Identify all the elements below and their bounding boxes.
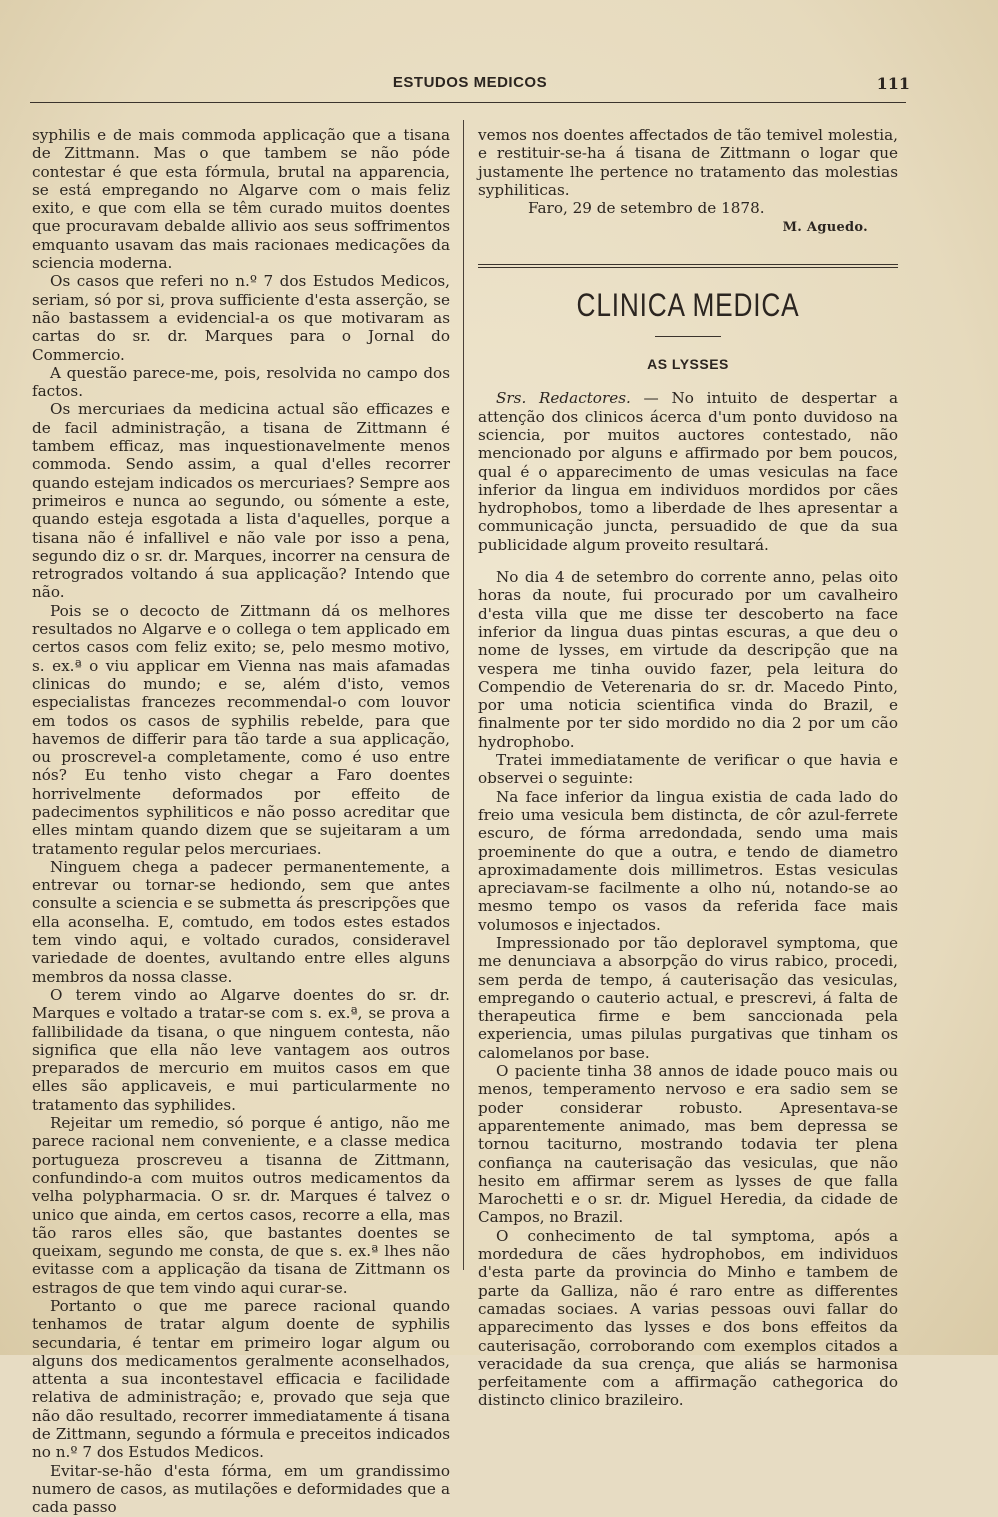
running-title: ESTUDOS MEDICOS [392, 74, 548, 91]
section-divider [478, 264, 898, 268]
paragraph: Tratei immediatamente de verificar o que havia e observei o seguinte: [478, 751, 898, 788]
title-rule [655, 336, 721, 337]
paragraph-text: — No intuito de despertar a attenção dos clinicos ácerca d'um ponto duvidoso na sciencia, por muitos auctores contestado, não mencionado por alguns e affirmado por bem poucos, qual é o apparecimento de umas vesiculas na face inferior da lingua em individuos mordidos por cães hydrophobos, tomo a liberdade de lhes apresentar a communicação juncta, persuadido de que da sua publicidade algum proveito resultará. [478, 389, 899, 554]
paragraph: Na face inferior da lingua existia de cada lado do freio uma vesicula bem distincta, de côr azul-ferrete escuro, de fórma arredondada, sendo uma mais proeminente do que a outra, e tendo de diametro aproximadamente dois millimetros. Estas vesiculas apreciavam-se facilmente a olho nú, notando-se ao mesmo tempo os vasos da referida face mais volumosos e injectados. [478, 787, 898, 934]
left-column [32, 126, 450, 1517]
column-divider [463, 120, 464, 1270]
author-signature: M. Aguedo. [782, 220, 868, 236]
paragraph: O paciente tinha 38 annos de idade pouco mais ou menos, temperamento nervoso e era sadio sem se poder considerar robusto. Apresentava-se apparentemente animado, mas bem depressa se tornou taciturno, mostrando todavia ter plena confiança na cauterisação das vesiculas, que não hesito em affirmar serem as lysses de que falla Marochetti e o sr. dr. Miguel Heredia, da cidade de Campos, no Brazil. [478, 1062, 898, 1227]
place-date: Faro, 29 de setembro de 1878. [528, 199, 765, 218]
article-subtitle: AS LYSSES [647, 356, 729, 373]
paragraph: Os mercuriaes da medicina actual são efficazes e de facil administração, a tisana de Zittmann é tambem efficaz, mas inquestionavelmente menos commoda. Sendo assim, a qual d'elles recorrer quando estejam indicados os mercuriaes? Sempre aos primeiros e nunca ao segundo, ou sómente a este, quando esteja esgotada a lista d'aquelles, porque a tisana não é infallivel e não vale por isso a pena, segundo diz o sr. dr. Marques, incorrer na censura de retrogrados voltando á sua applicação? Intendo que não. [32, 400, 450, 602]
paragraph: No dia 4 de setembro do corrente anno, pelas oito horas da noute, fui procurado por um cavalheiro d'esta villa que me disse ter descoberto na face inferior da lingua duas pintas escuras, a que deu o nome de lysses, em virtude da descripção que na vespera me tinha ouvido fazer, pela leitura do Compendio de Veterenaria do sr. dr. Macedo Pinto, por uma noticia scientifica vinda do Brazil, e finalmente por ter sido mordido no dia 2 por um cão hydrophobo. [478, 568, 898, 751]
section-title: CLINICA MEDICA [576, 286, 800, 323]
paragraph: A questão parece-me, pois, resolvida no campo dos factos. [32, 363, 450, 401]
paragraph: Portanto o que me parece racional quando tenhamos de tratar algum doente de syphilis secundaria, é tentar em primeiro logar algum ou alguns dos medicamentos geralmente aconselhados, attenta a sua incontestavel efficacia e facilidade relativa de administração; e, provado que seja que não dão resultado, recorrer immediatamente á tisana de Zittmann, segundo a fórmula e preceitos indicados no n.º 7 dos Estudos Medicos. [32, 1297, 450, 1462]
salutation: Srs. Redactores. [496, 389, 631, 408]
header-rule [30, 102, 906, 103]
paragraph: Os casos que referi no n.º 7 dos Estudos Medicos, seriam, só por si, prova sufficiente d'esta asserção, se não bastassem a evidencial-a os que motivaram as cartas do sr. dr. Marques para o Jornal do Commercio. [32, 272, 450, 364]
paragraph: Evitar-se-hão d'esta fórma, em um grandissimo numero de casos, as mutilações e deformidades que a cada passo [32, 1461, 450, 1517]
running-header [30, 74, 910, 98]
paragraph: Pois se o decocto de Zittmann dá os melhores resultados no Algarve e o collega o tem applicado em certos casos com feliz exito; se, pelo mesmo motivo, s. ex.ª o viu applicar em Vienna nas mais afamadas clinicas do mundo; e se, além d'isto, vemos especialistas francezes recommendal-o com louvor em todos os casos de syphilis rebelde, para que havemos de differir para tão tarde a sua applicação, ou proscrevel-a completamente, como é uso entre nós? Eu tenho visto chegar a Faro doentes horrivelmente deformados por effeito de padecimentos syphiliticos e não posso acreditar que elles mintam quando dizem que se sujeitaram a um tratamento regular pelos mercuriaes. [32, 601, 450, 858]
paragraph [478, 389, 898, 554]
paragraph: Impressionado por tão deploravel symptoma, que me denunciava a absorpção do virus rabico, procedi, sem perda de tempo, á cauterisação das vesiculas, empregando o cauterio actual, e prescrevi, á falta de therapeutica firme e bem sanccionada pela experiencia, umas pilulas purgativas que tinham os calomelanos por base. [478, 933, 898, 1062]
paragraph: Ninguem chega a padecer permanentemente, a entrevar ou tornar-se hediondo, sem que antes consulte a sciencia e se submetta ás prescripções que ella aconselha. E, comtudo, em todos estes estados tem vindo aqui, e voltado curados, consideravel variedade de doentes, avultando entre elles alguns membros da nossa classe. [32, 857, 450, 986]
right-column [478, 126, 898, 1410]
paragraph: vemos nos doentes affectados de tão temivel molestia, e restituir-se-ha á tisana de Zittmann o logar que justamente lhe pertence no tratamento das molestias syphiliticas. [478, 126, 898, 199]
paragraph: O terem vindo ao Algarve doentes do sr. dr. Marques e voltado a tratar-se com s. ex.ª, se prova a fallibilidade da tisana, o que ninguem contesta, não significa que ella não leve vantagem aos outros preparados de mercurio em muitos casos em que elles são applicaveis, e mui particularmente no tratamento das syphilides. [32, 985, 450, 1114]
page-number: 111 [876, 74, 910, 93]
paragraph: O conhecimento de tal symptoma, após a mordedura de cães hydrophobos, em individuos d'esta parte da provincia do Minho e tambem de parte da Galliza, não é raro entre as differentes camadas sociaes. A varias pessoas ouvi fallar do apparecimento das lysses e dos bons effeitos da cauterisação, corroborando com exemplos citados a veracidade da sua crença, que aliás se harmonisa perfeitamente com a affirmação cathegorica do distincto clinico brazileiro. [478, 1226, 898, 1410]
paragraph-gap [478, 554, 898, 568]
paragraph: Rejeitar um remedio, só porque é antigo, não me parece racional nem conveniente, e a classe medica portugueza proscreveu a tisanna de Zittmann, confundindo-a com muitos outros medicamentos da velha polypharmacia. O sr. dr. Marques é talvez o unico que ainda, em certos casos, recorre a ella, mas tão raros elles são, que bastantes doentes se queixam, segundo me consta, de que s. ex.ª lhes não evitasse com a applicação da tisana de Zittmann os estragos de que tem vindo aqui curar-se. [32, 1114, 450, 1297]
paragraph: syphilis e de mais commoda applicação que a tisana de Zittmann. Mas o que tambem se não póde contestar é que esta fórmula, brutal na apparencia, se está empregando no Algarve com o mais feliz exito, e que com ella se têm curado muitos doentes que procuravam debalde allivio aos seus soffrimentos emquanto usavam das mais racionaes medicações da sciencia moderna. [32, 126, 450, 273]
